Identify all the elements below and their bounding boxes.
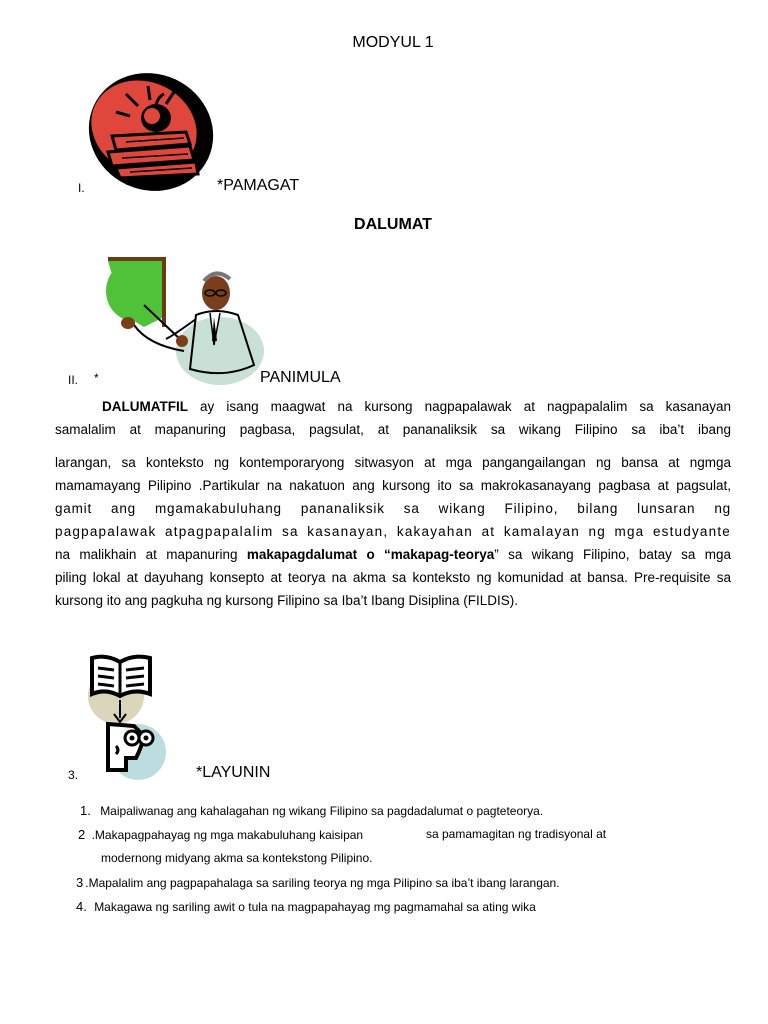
section-1-heading: *PAMAGAT [217,177,300,194]
section-1-subject: DALUMAT [354,216,432,233]
section-1-number: I. [78,181,85,195]
description-line-6: piling lokal at dayuhang konsepto at teorya na akma sa konteksto ng komunidad at bansa. Pre-requisite sa [55,570,731,585]
book-thinking-icon [86,654,170,780]
objective-text: .Mapalalim ang pagpapahalaga sa sariling teorya ng mga Pilipino sa iba’t ibang larangan. [85,876,560,890]
description-line-1: larangan, sa konteksto ng kontemporaryong sitwasyon at mga pangangailangan ng bansa at ngmga [55,455,731,470]
objective-number: 3 [76,875,84,890]
intro-line-1 [55,395,731,419]
section-3-number: 3. [68,768,79,782]
objective-2 [78,827,363,842]
description-line-2: mamamayang Pilipino .Partikular na nakatuon ang kursong ito sa makrokasanayang pagbasa at pagsulat, [55,478,731,493]
objective-text: .Makapagpahayag ng mga makabuluhang kaisipan [91,828,364,842]
page-title: MODYUL 1 [352,34,434,51]
objective-text: Maipaliwanag ang kahalagahan ng wikang Filipino sa pagdadalumat o pagteteorya. [100,804,544,818]
description-text: ” sa wikang Filipino, batay sa mga [494,547,731,562]
description-line-5 [55,543,731,567]
objective-number: 1. [80,803,91,818]
description-line-7: kursong ito ang pagkuha ng kursong Filipino sa Iba’t Ibang Disiplina (FILDIS). [55,593,519,608]
section-2-number: II. [68,373,79,387]
teacher-chalkboard-icon [104,255,264,385]
objective-2-continued: sa pamamagitan ng tradisyonal at [426,827,607,841]
section-2-star: * [94,371,99,385]
objective-number: 4. [76,899,87,914]
objective-3 [76,875,560,890]
objective-2-line-2: modernong midyang akma sa kontekstong Pilipino. [101,851,373,865]
section-2-heading: PANIMULA [260,369,341,386]
description-text: na malikhain at mapanuring [55,547,238,562]
section-3-heading: *LAYUNIN [196,764,271,781]
objective-1 [80,803,543,818]
description-line-3: gamit ang mgamakabuluhang pananaliksik sa wikang Filipino, bilang lunsaran ng [55,501,731,516]
objective-number: 2 [78,827,86,842]
objective-text: Makagawa ng sariling awit o tula na magpapahayag mg pagmamahal sa ating wika [94,900,536,914]
apple-books-icon [86,72,218,196]
intro-line-2: samalalim at mapanuring pagbasa, pagsulat, at pananaliksik sa wikang Filipino sa iba’t ibang [55,422,731,437]
bold-term: makapagdalumat o “makapag-teorya [246,547,495,562]
description-line-4: pagpapalawak atpagpapalalim sa kasanayan, kakayahan at kamalayan ng mga estudyante [55,524,731,539]
intro-text: ay isang maagwat na kursong nagpapalawak at nagpapalalim sa kasanayan [200,399,731,414]
objective-4 [76,899,536,914]
course-name: DALUMATFIL [102,399,188,414]
